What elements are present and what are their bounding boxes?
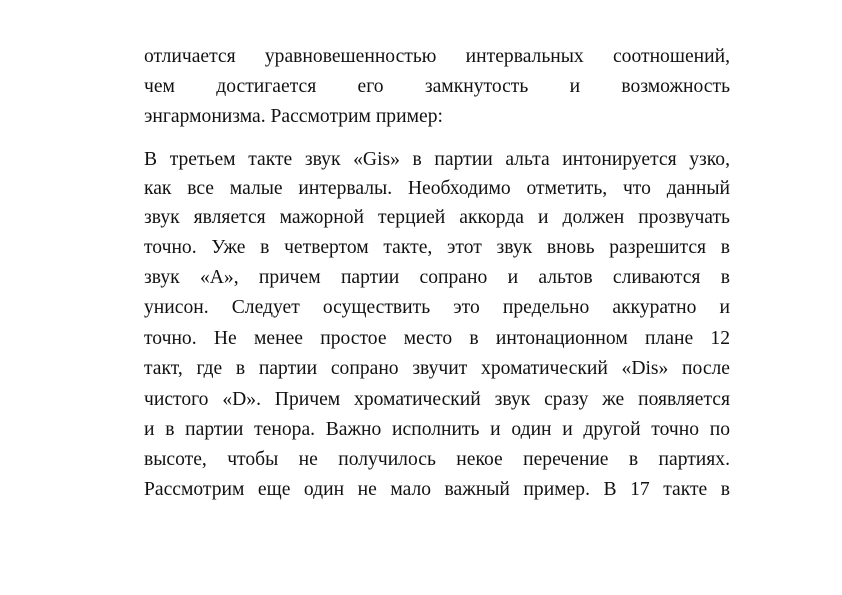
text-line: отличается уравновешенностью интервальных соотношений,: [144, 46, 730, 67]
text-line: звук «A», причем партии сопрано и альтов сливаются в: [144, 267, 730, 288]
text-line: и в партии тенора. Важно исполнить и один и другой точно по: [144, 419, 730, 440]
text-line: высоте, чтобы не получилось некое перечение в партиях.: [144, 449, 730, 470]
text-line: энгармонизма. Рассмотрим пример:: [144, 106, 443, 127]
text-line: точно. Уже в четвертом такте, этот звук вновь разрешится в: [144, 237, 730, 258]
text-line: Рассмотрим еще один не мало важный пример. В 17 такте в: [144, 479, 730, 500]
text-line: чем достигается его замкнутость и возможность: [144, 76, 730, 97]
text-line: как все малые интервалы. Необходимо отметить, что данный: [144, 178, 730, 199]
text-line: В третьем такте звук «Gis» в партии альта интонируется узко,: [144, 149, 730, 170]
text-line: чистого «D». Причем хроматический звук сразу же появляется: [144, 389, 730, 410]
text-line: точно. Не менее простое место в интонационном плане 12: [144, 328, 730, 349]
text-line: звук является мажорной терцией аккорда и должен прозвучать: [144, 207, 730, 228]
text-line: унисон. Следует осуществить это предельно аккуратно и: [144, 297, 730, 318]
text-line: такт, где в партии сопрано звучит хроматический «Dis» после: [144, 358, 730, 379]
